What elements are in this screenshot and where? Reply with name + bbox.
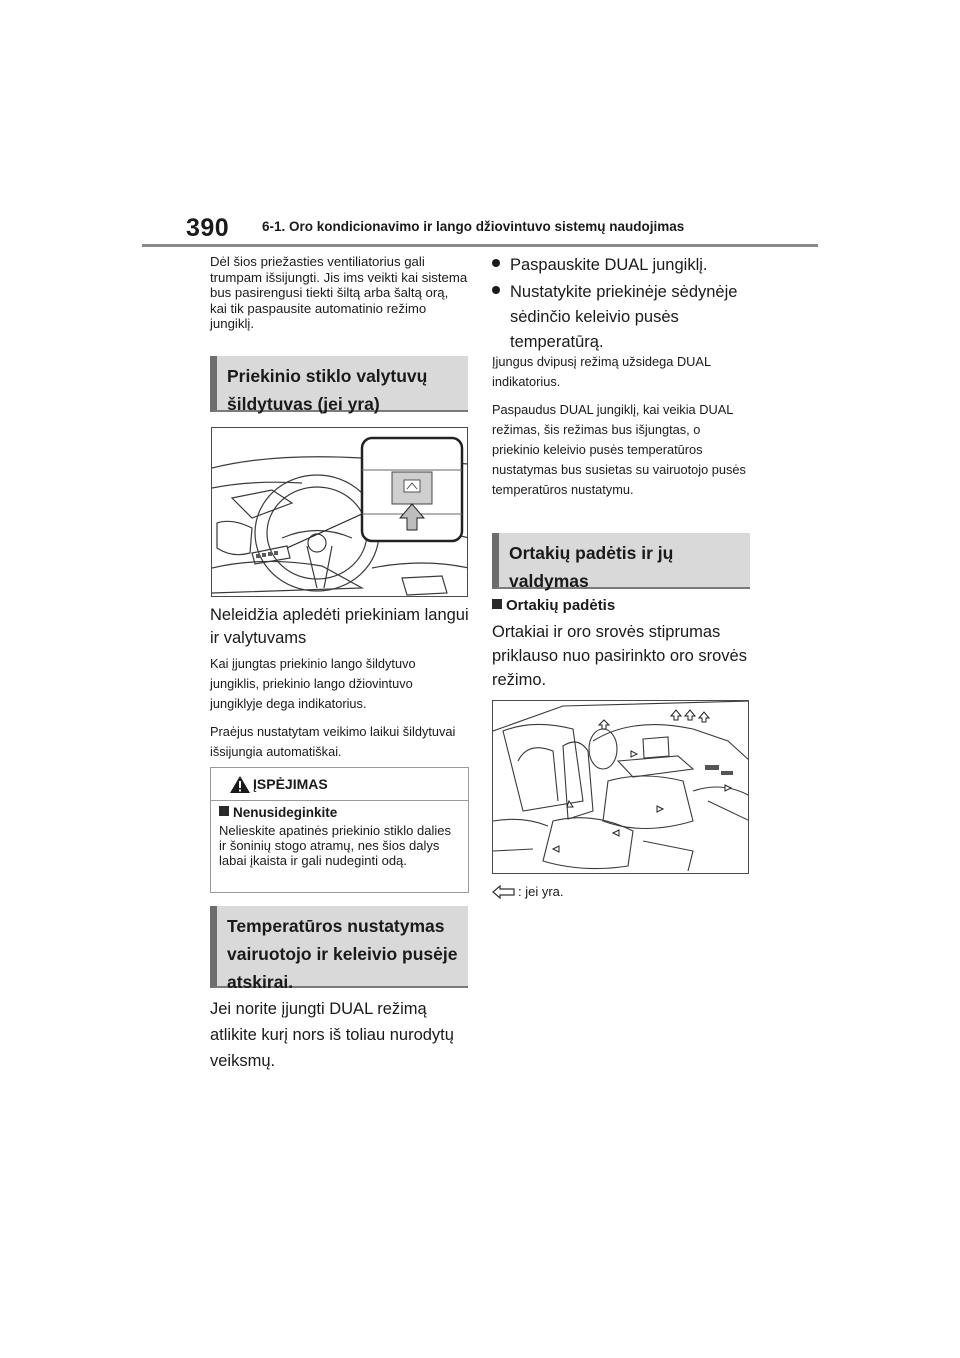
- header-divider: [142, 244, 818, 247]
- section-heading-vents: [492, 533, 750, 589]
- bullet-text: temperatūrą.: [510, 333, 604, 351]
- section-heading-line: vairuotojo ir keleivio pusėje: [227, 944, 458, 964]
- section-heading-line: valdymas: [509, 571, 589, 591]
- bullet-set-passenger-temp: [492, 280, 772, 355]
- heater-description: [210, 604, 480, 650]
- dual-notes: [492, 352, 750, 508]
- note-auto-off: Praėjus nustatytam veikimo laikui šildytuvai išsijungia automatiškai.: [210, 724, 456, 759]
- warning-title: ĮSPĖJIMAS: [253, 776, 328, 792]
- bullet-dot-icon: [492, 286, 500, 294]
- section-heading-line: Temperatūros nustatymas: [227, 916, 445, 936]
- bullet-press-dual: [492, 254, 772, 277]
- text-line: veiksmų.: [210, 1052, 276, 1070]
- square-bullet-icon: [492, 599, 502, 609]
- warning-triangle-icon: [229, 775, 251, 794]
- text-line: Jei norite įjungti DUAL režimą: [210, 1000, 427, 1018]
- warning-text: Nelieskite apatinės priekinio stiklo dalies ir šoninių stogo atramų, nes šios dalys labai įkaista ir gali nudeginti odą.: [219, 823, 451, 868]
- text-line: priklauso nuo pasirinkto oro srovės: [492, 647, 747, 665]
- bullet-dot-icon: [492, 259, 500, 267]
- chapter-title: 6-1. Oro kondicionavimo ir lango džiovintuvo sistemų naudojimas: [262, 219, 685, 234]
- warning-subheading: [219, 805, 460, 820]
- note-dual-off: Paspaudus DUAL jungiklį, kai veikia DUAL režimas, šis režimas bus išjungtas, o priekinio keleivio pusės temperatūros nustatymas bus susietas su vairuotojo pusės temperatūros nustatymu.: [492, 402, 746, 497]
- page-number: 390: [186, 214, 230, 242]
- legend-text: : jei yra.: [518, 884, 564, 899]
- legend: [492, 884, 564, 899]
- section-heading-dual-temp: [210, 906, 468, 992]
- subheading-text: Ortakių padėtis: [506, 597, 616, 614]
- dashboard-drawing: [212, 428, 468, 597]
- note-indicator: Kai įjungtas priekinio lango šildytuvo jungiklis, priekinio lango džiovintuvo jungiklyje dega indikatorius.: [210, 656, 416, 711]
- warning-box: [210, 767, 469, 893]
- vents-illustration: [492, 700, 749, 874]
- section-heading-wiper-heater: [210, 356, 468, 412]
- text-line: atlikite kurį nors iš toliau nurodytų: [210, 1026, 454, 1044]
- bullet-text: Paspauskite DUAL jungiklį.: [510, 256, 708, 274]
- dual-description: [210, 996, 480, 1074]
- vents-subheading: [492, 597, 615, 614]
- text-line: režimo.: [492, 671, 547, 689]
- note-dual-indicator: Įjungus dvipusį režimą užsidega DUAL indikatorius.: [492, 354, 711, 389]
- bullet-text: sėdinčio keleivio pusės: [510, 308, 679, 326]
- warning-subtitle: Nenusideginkite: [233, 805, 338, 820]
- warning-content: [211, 801, 468, 876]
- optional-arrow-icon: [492, 885, 516, 899]
- text-line: Ortakiai ir oro srovės stiprumas: [492, 623, 721, 641]
- section-heading-line: Ortakių padėtis ir jų: [509, 543, 674, 563]
- cabin-drawing: [493, 701, 749, 874]
- intro-paragraph: Dėl šios priežasties ventiliatorius gali trumpam išsijungti. Jis ims veikti kai sistema bus pasirengusi tiekti šiltą arba šaltą orą, kai tik paspausite automatinio režimo jungiklį.: [210, 254, 468, 332]
- square-bullet-icon: [219, 806, 229, 816]
- warning-header: [211, 768, 468, 801]
- text-line: Neleidžia apledėti priekiniam langui: [210, 606, 469, 624]
- section-heading-line: šildytuvas (jei yra): [227, 394, 380, 414]
- section-heading-line: atskirai.: [227, 972, 294, 992]
- bullet-text: Nustatykite priekinėje sėdynėje: [510, 283, 738, 301]
- section-heading-line: Priekinio stiklo valytuvų: [227, 366, 428, 386]
- heater-notes: [210, 654, 468, 770]
- text-line: ir valytuvams: [210, 629, 307, 647]
- dashboard-illustration: [211, 427, 468, 597]
- vents-description: [492, 620, 762, 692]
